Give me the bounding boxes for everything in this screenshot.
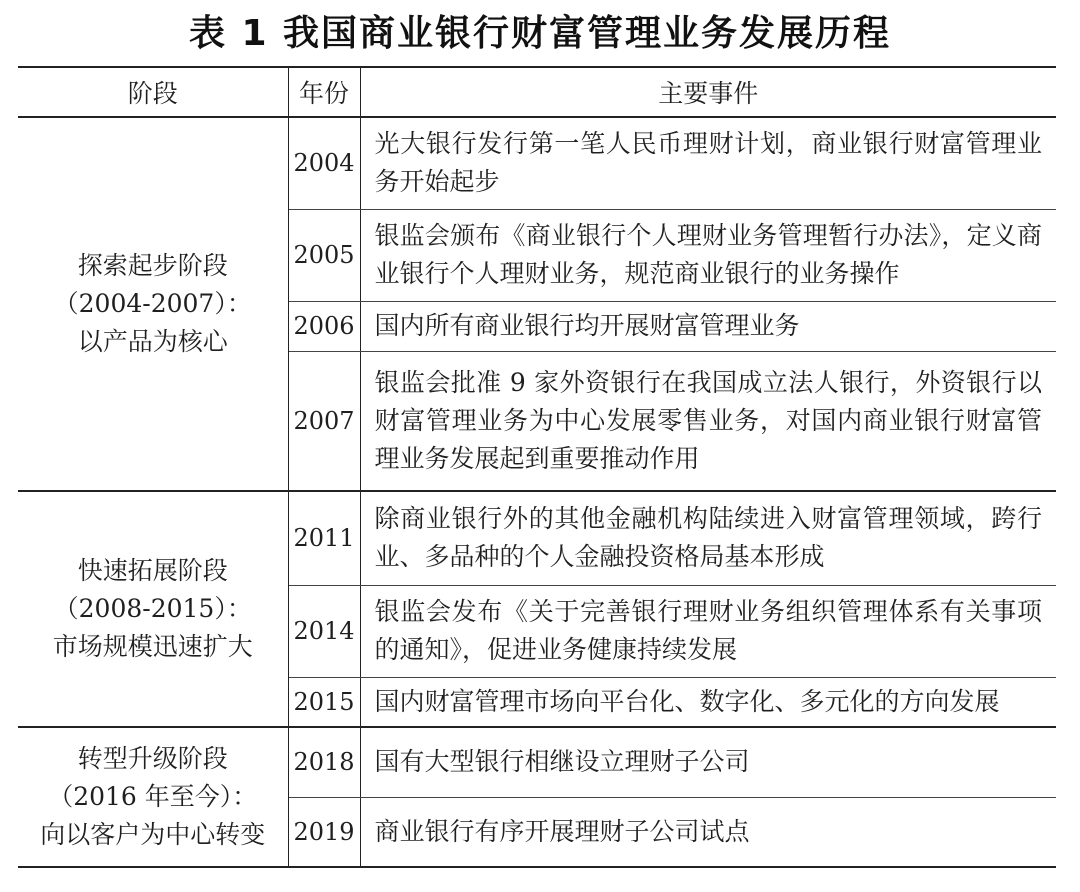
table-row [18,117,1056,209]
stage-label: 探索起步阶段 [77,251,228,280]
stage-period: （2016 年至今）： [48,782,258,811]
table-row [18,727,1056,797]
stage-cell [18,727,288,867]
event-cell: 银监会颁布《商业银行个人理财业务管理暂行办法》，定义商业银行个人理财业务，规范商业银行的业务操作 [360,209,1056,301]
stage-focus: 市场规模迅速扩大 [52,632,253,661]
stage-cell [18,491,288,727]
event-cell: 国内所有商业银行均开展财富管理业务 [360,301,1056,351]
stage-cell [18,117,288,491]
year-cell: 2015 [288,677,360,727]
year-cell: 2018 [288,727,360,797]
year-cell: 2011 [288,491,360,585]
development-history-table [18,66,1056,868]
year-cell: 2007 [288,351,360,491]
event-cell: 银监会发布《关于完善银行理财业务组织管理体系有关事项的通知》，促进业务健康持续发展 [360,585,1056,677]
stage-focus: 以产品为核心 [77,327,228,356]
stage-label: 快速拓展阶段 [77,556,228,585]
header-stage: 阶段 [18,67,288,117]
stage-label: 转型升级阶段 [77,744,228,773]
table-title: 表 1 我国商业银行财富管理业务发展历程 [188,13,892,54]
year-cell: 2019 [288,797,360,867]
event-cell: 国内财富管理市场向平台化、数字化、多元化的方向发展 [360,677,1056,727]
table-row [18,491,1056,585]
stage-focus: 向以客户为中心转变 [40,820,266,849]
year-cell: 2014 [288,585,360,677]
event-cell: 光大银行发行第一笔人民币理财计划，商业银行财富管理业务开始起步 [360,117,1056,209]
event-cell: 除商业银行外的其他金融机构陆续进入财富管理领域，跨行业、多品种的个人金融投资格局基本形成 [360,491,1056,585]
stage-period: （2008-2015）： [53,594,252,623]
event-cell: 银监会批准 9 家外资银行在我国成立法人银行，外资银行以财富管理业务为中心发展零售业务，对国内商业银行财富管理业务发展起到重要推动作用 [360,351,1056,491]
event-cell: 国有大型银行相继设立理财子公司 [360,727,1056,797]
year-cell: 2005 [288,209,360,301]
header-events: 主要事件 [360,67,1056,117]
header-year: 年份 [288,67,360,117]
stage-period: （2004-2007）： [53,289,252,318]
header-row [18,67,1056,117]
event-cell: 商业银行有序开展理财子公司试点 [360,797,1056,867]
year-cell: 2006 [288,301,360,351]
year-cell: 2004 [288,117,360,209]
